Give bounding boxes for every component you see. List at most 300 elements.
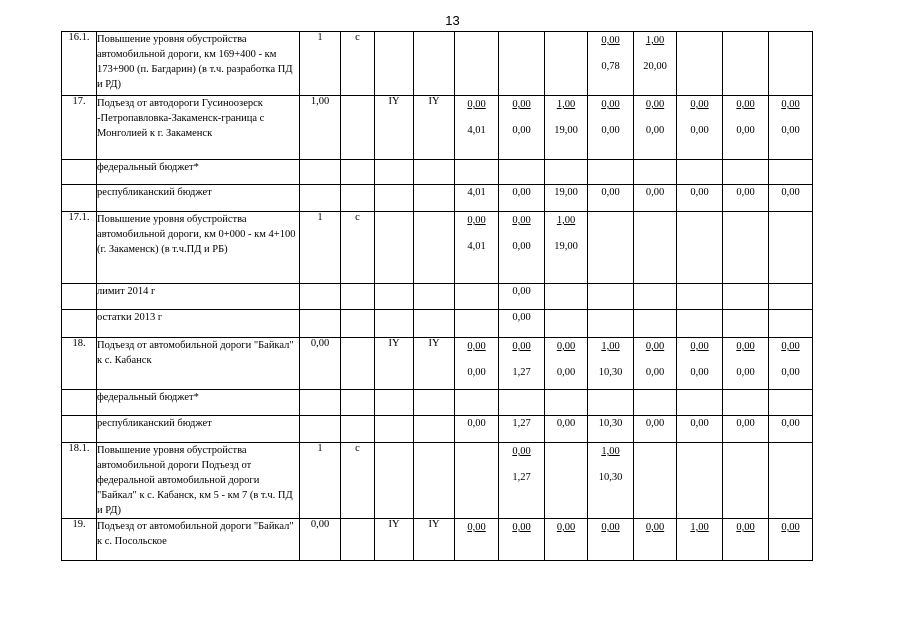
value-cell-5 (634, 443, 677, 519)
table-row-r17_1 (62, 212, 813, 284)
attr-cell-c1 (300, 32, 341, 96)
value-single (455, 284, 498, 286)
value-cell-7 (723, 338, 769, 390)
row-number-cell (62, 338, 97, 390)
value-bottom: 0,78 (601, 61, 620, 72)
value-pair (634, 519, 676, 560)
value-pair (545, 443, 587, 445)
attr-cell-c4 (414, 32, 455, 96)
value-top: 1,00 (556, 99, 576, 110)
value-pair (677, 212, 722, 214)
row-number-cell (62, 310, 97, 338)
value-single (769, 310, 812, 312)
value-top: 1,00 (556, 215, 576, 226)
value-top: 0,00 (781, 99, 800, 110)
value-cell-7 (723, 390, 769, 416)
value-top: 0,00 (601, 35, 620, 46)
value-cell-8 (769, 416, 813, 443)
value-cell-6 (677, 390, 723, 416)
attr-cell-c2 (341, 284, 375, 310)
value-cell-1 (455, 519, 499, 561)
value-cell-2 (499, 212, 545, 284)
attr-cell-c4 (414, 443, 455, 519)
value-top: 0,00 (736, 522, 755, 533)
value-top: 0,00 (781, 341, 800, 352)
value-bottom: 0,00 (645, 125, 665, 136)
value-bottom: 0,00 (512, 241, 531, 252)
value-bottom: 0,00 (556, 367, 576, 378)
value-cell-2 (499, 519, 545, 561)
table-row-r17_rep (62, 185, 813, 212)
value-pair (769, 519, 812, 560)
row-name-cell (97, 416, 300, 443)
row-number: 16.1. (68, 32, 90, 43)
value-cell-3 (545, 284, 588, 310)
value-pair (499, 96, 544, 137)
value-cell-5 (634, 32, 677, 96)
attr-value-c3: IY (388, 96, 400, 107)
value-top: 0,00 (512, 446, 531, 457)
attr-cell-c1 (300, 310, 341, 338)
value-cell-1 (455, 443, 499, 519)
row-name-cell (97, 96, 300, 160)
attr-cell-c3 (375, 96, 414, 160)
value-single (723, 390, 768, 392)
value-bottom: 19,00 (554, 125, 578, 136)
value-pair (455, 443, 498, 445)
value-top: 1,00 (601, 446, 620, 457)
value-top: 0,00 (512, 522, 531, 533)
value-single: 1,27 (512, 418, 531, 429)
attr-cell-c2 (341, 96, 375, 160)
value-single (455, 160, 498, 162)
value-cell-8 (769, 390, 813, 416)
value-bottom: 10,30 (598, 472, 623, 483)
value-pair (723, 519, 768, 560)
row-number-cell (62, 185, 97, 212)
value-single (588, 310, 633, 312)
attr-value-c1: 0,00 (310, 519, 330, 530)
attr-cell-c3 (375, 338, 414, 390)
value-cell-5 (634, 338, 677, 390)
value-cell-6 (677, 284, 723, 310)
row-name: Подъезд от автомобильной дороги "Байкал" к с. Посольское (97, 521, 294, 547)
value-cell-3 (545, 185, 588, 212)
value-cell-2 (499, 160, 545, 185)
row-name-cell (97, 185, 300, 212)
value-pair (677, 519, 722, 560)
row-name: федеральный бюджет* (97, 162, 199, 173)
table-row-r18_1 (62, 443, 813, 519)
value-cell-4 (588, 310, 634, 338)
row-name: Повышение уровня обустройства автомобильной дороги, км 169+400 - км 173+900 (п. Багдарин) (в т.ч. разработка ПД и РД) (97, 34, 293, 90)
row-name-cell (97, 519, 300, 561)
road-program-table (61, 31, 813, 561)
value-single: 0,00 (512, 286, 531, 297)
value-top: 0,00 (690, 341, 709, 352)
value-single: 0,00 (690, 418, 709, 429)
value-top: 0,00 (467, 215, 486, 226)
value-single: 0,00 (736, 418, 755, 429)
value-cell-4 (588, 96, 634, 160)
value-cell-3 (545, 416, 588, 443)
row-number: 19. (72, 519, 86, 530)
attr-cell-c3 (375, 284, 414, 310)
value-cell-8 (769, 284, 813, 310)
attr-cell-c2 (341, 519, 375, 561)
value-cell-8 (769, 212, 813, 284)
value-cell-2 (499, 390, 545, 416)
value-single: 0,00 (601, 187, 620, 198)
attr-value-c3: IY (388, 338, 400, 349)
row-name: Подъезд от автомобильной дороги "Байкал" к с. Кабанск (97, 340, 294, 366)
value-single: 4,01 (467, 187, 486, 198)
value-bottom: 19,00 (554, 241, 578, 252)
value-single: 0,00 (781, 418, 800, 429)
value-pair (545, 338, 587, 379)
row-number: 18. (72, 338, 86, 349)
value-pair (677, 443, 722, 445)
attr-cell-c1 (300, 160, 341, 185)
value-pair (769, 212, 812, 214)
value-single (499, 390, 544, 392)
row-name: республиканский бюджет (97, 418, 212, 429)
attr-cell-c1 (300, 519, 341, 561)
value-bottom: 4,01 (467, 125, 486, 136)
value-single: 0,00 (467, 418, 486, 429)
value-top: 0,00 (645, 99, 665, 110)
value-cell-7 (723, 519, 769, 561)
value-single (723, 160, 768, 162)
value-cell-1 (455, 212, 499, 284)
value-pair (677, 96, 722, 137)
value-single (634, 390, 676, 392)
value-cell-5 (634, 390, 677, 416)
table-row-r17 (62, 96, 813, 160)
attr-cell-c2 (341, 185, 375, 212)
value-cell-6 (677, 519, 723, 561)
attr-cell-c1 (300, 212, 341, 284)
row-number-cell (62, 212, 97, 284)
table-row-r18_fed (62, 390, 813, 416)
value-pair (545, 32, 587, 34)
value-single (545, 310, 587, 312)
value-cell-8 (769, 96, 813, 160)
attr-cell-c1 (300, 390, 341, 416)
value-cell-4 (588, 443, 634, 519)
attr-value-c4: IY (428, 338, 440, 349)
value-single (769, 390, 812, 392)
value-top: 0,00 (690, 99, 709, 110)
value-cell-6 (677, 160, 723, 185)
value-cell-2 (499, 284, 545, 310)
row-name-cell (97, 284, 300, 310)
value-bottom: 0,00 (690, 367, 709, 378)
attr-value-c1: 1,00 (310, 96, 330, 107)
attr-cell-c3 (375, 160, 414, 185)
value-top: 0,00 (512, 99, 531, 110)
value-pair (588, 519, 633, 560)
value-top: 0,00 (512, 341, 531, 352)
value-cell-1 (455, 160, 499, 185)
value-cell-4 (588, 212, 634, 284)
value-cell-3 (545, 96, 588, 160)
value-pair (499, 443, 544, 484)
value-pair (634, 32, 676, 73)
value-cell-7 (723, 443, 769, 519)
value-cell-2 (499, 96, 545, 160)
row-name-cell (97, 338, 300, 390)
value-single (545, 284, 587, 286)
row-name-cell (97, 390, 300, 416)
attr-cell-c4 (414, 338, 455, 390)
value-single (588, 284, 633, 286)
attr-cell-c4 (414, 416, 455, 443)
value-cell-5 (634, 212, 677, 284)
value-bottom: 0,00 (781, 367, 800, 378)
value-single (545, 160, 587, 162)
table-row-r_lim (62, 284, 813, 310)
value-pair (455, 212, 498, 253)
value-pair (723, 96, 768, 137)
row-number-cell (62, 96, 97, 160)
value-single: 0,00 (690, 187, 709, 198)
value-pair (499, 519, 544, 560)
value-pair (588, 338, 633, 379)
attr-cell-c1 (300, 416, 341, 443)
value-pair (499, 212, 544, 253)
attr-value-c2: с (355, 212, 360, 223)
value-cell-6 (677, 416, 723, 443)
attr-cell-c1 (300, 185, 341, 212)
value-pair (769, 96, 812, 137)
value-cell-8 (769, 519, 813, 561)
value-pair (455, 338, 498, 379)
value-single (723, 310, 768, 312)
value-cell-3 (545, 443, 588, 519)
row-name: Повышение уровня обустройства автомобильной дороги Подъезд от федеральной автомобильной дороги "Байкал" к с. Кабанск, км 5 - км 7 (в т.ч. ПД и РД) (97, 445, 293, 516)
value-pair (769, 32, 812, 34)
attr-cell-c2 (341, 212, 375, 284)
table-row-r17_fed (62, 160, 813, 185)
attr-cell-c3 (375, 416, 414, 443)
value-pair (499, 32, 544, 34)
value-cell-1 (455, 390, 499, 416)
value-pair (723, 443, 768, 445)
value-cell-3 (545, 32, 588, 96)
row-number: 17.1. (68, 212, 90, 223)
value-top: 0,00 (467, 99, 486, 110)
value-cell-7 (723, 416, 769, 443)
value-bottom: 0,00 (601, 125, 620, 136)
value-cell-5 (634, 310, 677, 338)
value-cell-3 (545, 338, 588, 390)
value-top: 0,00 (512, 215, 531, 226)
value-cell-6 (677, 185, 723, 212)
row-number: 18.1. (68, 443, 90, 454)
value-single (634, 310, 676, 312)
value-cell-7 (723, 185, 769, 212)
value-top: 1,00 (645, 35, 665, 46)
row-number-cell (62, 443, 97, 519)
value-top: 0,00 (736, 99, 755, 110)
value-single (545, 390, 587, 392)
row-number-cell (62, 416, 97, 443)
value-single (769, 284, 812, 286)
row-number-cell (62, 284, 97, 310)
attr-cell-c4 (414, 390, 455, 416)
value-cell-4 (588, 416, 634, 443)
value-pair (634, 443, 676, 445)
value-cell-2 (499, 416, 545, 443)
value-bottom: 0,00 (512, 125, 531, 136)
row-name-cell (97, 32, 300, 96)
row-number: 17. (72, 96, 86, 107)
value-cell-8 (769, 443, 813, 519)
value-bottom: 0,00 (645, 367, 665, 378)
value-single (769, 160, 812, 162)
value-cell-2 (499, 185, 545, 212)
value-pair (455, 519, 498, 560)
value-cell-3 (545, 519, 588, 561)
attr-cell-c3 (375, 390, 414, 416)
value-single: 10,30 (598, 418, 623, 429)
row-name: лимит 2014 г (97, 286, 156, 297)
row-number-cell (62, 519, 97, 561)
attr-cell-c2 (341, 338, 375, 390)
row-name: Повышение уровня обустройства автомобильной дороги, км 0+000 - км 4+100 (г. Закаменск) (в т.ч.ПД и РБ) (97, 214, 296, 255)
value-top: 0,00 (601, 522, 620, 533)
value-single: 19,00 (554, 187, 578, 198)
row-name: республиканский бюджет (97, 187, 212, 198)
value-single: 0,00 (556, 418, 576, 429)
value-cell-8 (769, 32, 813, 96)
value-pair (588, 212, 633, 214)
value-cell-1 (455, 32, 499, 96)
value-cell-7 (723, 32, 769, 96)
value-pair (634, 212, 676, 214)
table-row-r19 (62, 519, 813, 561)
value-cell-1 (455, 96, 499, 160)
attr-value-c1: 0,00 (310, 338, 330, 349)
attr-cell-c3 (375, 32, 414, 96)
value-cell-6 (677, 32, 723, 96)
value-pair (455, 32, 498, 34)
attr-value-c2: с (355, 443, 360, 454)
value-cell-5 (634, 519, 677, 561)
attr-cell-c3 (375, 443, 414, 519)
value-cell-4 (588, 338, 634, 390)
attr-cell-c2 (341, 310, 375, 338)
attr-cell-c4 (414, 185, 455, 212)
value-top: 0,00 (645, 341, 665, 352)
value-top: 0,00 (556, 341, 576, 352)
value-single: 0,00 (512, 187, 531, 198)
value-pair (634, 338, 676, 379)
value-cell-3 (545, 310, 588, 338)
value-single: 0,00 (781, 187, 800, 198)
page-number: 13 (445, 13, 460, 28)
value-top: 0,00 (467, 341, 486, 352)
value-cell-7 (723, 284, 769, 310)
row-number-cell (62, 32, 97, 96)
attr-cell-c4 (414, 212, 455, 284)
attr-value-c1: 1 (317, 32, 323, 43)
value-pair (545, 519, 587, 560)
value-single (723, 284, 768, 286)
attr-cell-c1 (300, 284, 341, 310)
table-row-r18_rep (62, 416, 813, 443)
table-row-r16_1 (62, 32, 813, 96)
value-cell-4 (588, 32, 634, 96)
value-cell-7 (723, 310, 769, 338)
table-row-r18 (62, 338, 813, 390)
value-cell-4 (588, 160, 634, 185)
value-bottom: 0,00 (736, 125, 755, 136)
value-single (588, 390, 633, 392)
value-cell-4 (588, 284, 634, 310)
row-number-cell (62, 390, 97, 416)
value-bottom: 10,30 (598, 367, 623, 378)
attr-value-c2: с (355, 32, 360, 43)
value-pair (588, 32, 633, 73)
value-top: 1,00 (601, 341, 620, 352)
attr-cell-c4 (414, 96, 455, 160)
value-pair (499, 338, 544, 379)
value-top: 0,00 (736, 341, 755, 352)
value-single: 0,00 (645, 418, 665, 429)
value-top: 0,00 (467, 522, 486, 533)
value-single (677, 310, 722, 312)
attr-cell-c3 (375, 310, 414, 338)
value-cell-5 (634, 284, 677, 310)
value-pair (455, 96, 498, 137)
value-bottom: 0,00 (467, 367, 486, 378)
value-cell-5 (634, 185, 677, 212)
value-cell-3 (545, 390, 588, 416)
value-top: 0,00 (645, 522, 665, 533)
value-pair (723, 338, 768, 379)
value-pair (545, 96, 587, 137)
value-bottom: 0,00 (736, 367, 755, 378)
attr-cell-c2 (341, 32, 375, 96)
value-cell-4 (588, 519, 634, 561)
row-name: федеральный бюджет* (97, 392, 199, 403)
value-single: 0,00 (736, 187, 755, 198)
value-cell-5 (634, 160, 677, 185)
attr-cell-c3 (375, 519, 414, 561)
value-pair (723, 212, 768, 214)
value-cell-6 (677, 338, 723, 390)
value-single: 0,00 (512, 312, 531, 323)
value-cell-4 (588, 390, 634, 416)
value-pair (677, 338, 722, 379)
row-name-cell (97, 443, 300, 519)
value-top: 1,00 (690, 522, 709, 533)
attr-cell-c4 (414, 519, 455, 561)
value-cell-7 (723, 160, 769, 185)
value-pair (677, 32, 722, 34)
attr-cell-c1 (300, 443, 341, 519)
value-bottom: 4,01 (467, 241, 486, 252)
value-cell-4 (588, 185, 634, 212)
attr-value-c3: IY (388, 519, 400, 530)
value-single (677, 160, 722, 162)
value-single (455, 390, 498, 392)
row-name: остатки 2013 г (97, 312, 163, 323)
row-name-cell (97, 212, 300, 284)
table-row-r_ost (62, 310, 813, 338)
